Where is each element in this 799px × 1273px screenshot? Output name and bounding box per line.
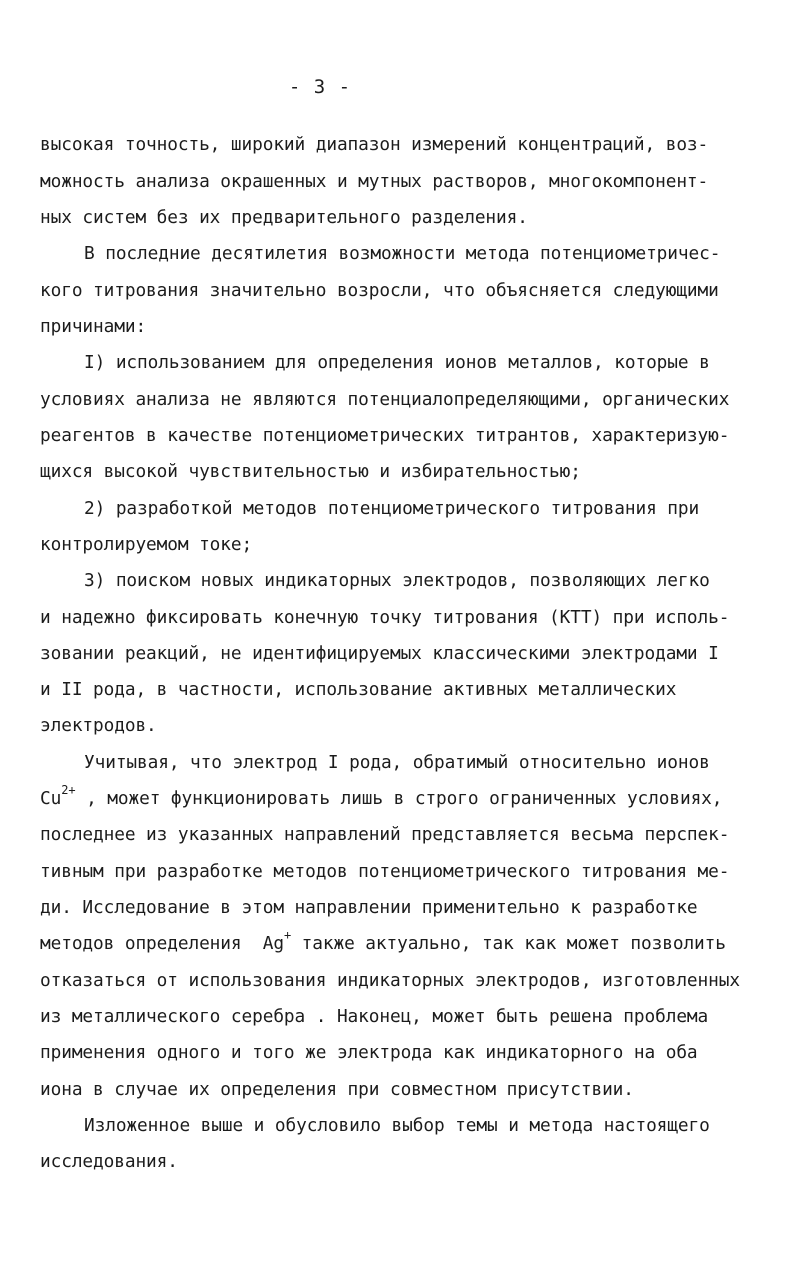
list-item-1-line: I) использованием для определения ионов металлов, которые в <box>84 352 710 373</box>
text-line: ди. Исследование в этом направлении применительно к разработке <box>40 897 698 918</box>
formula-continuation: , может функционировать лишь в строго ограниченных условиях, <box>75 788 723 809</box>
paragraph-start-line: Учитывая, что электрод I рода, обратимый относительно ионов <box>84 752 710 773</box>
text-line: иона в случае их определения при совместном присутствии. <box>40 1079 634 1100</box>
list-item-2-line: 2) разработкой методов потенциометрического титрования при <box>84 498 700 519</box>
formula-prefix: методов определения <box>40 933 263 954</box>
formula-continuation: также актуально, так как может позволить <box>291 933 726 954</box>
text-line: контролируемом токе; <box>40 534 253 555</box>
text-line: кого титрования значительно возросли, что объясняется следующими <box>40 280 719 301</box>
text-line: исследования. <box>40 1151 178 1172</box>
text-line: зовании реакций, не идентифицируемых классическими электродами I <box>40 643 719 664</box>
paragraph-start-line: В последние десятилетия возможности метода потенциометричес- <box>84 243 721 264</box>
text-line: тивным при разработке методов потенциометрического титрования ме- <box>40 861 730 882</box>
text-line: применения одного и того же электрода как индикаторного на оба <box>40 1042 698 1063</box>
formula-superscript: + <box>283 928 292 942</box>
text-line: последнее из указанных направлений представляется весьма перспек- <box>40 824 730 845</box>
text-line: высокая точность, широкий диапазон измерений концентраций, воз- <box>40 134 709 155</box>
text-line-with-formula <box>40 928 726 956</box>
text-line: и II рода, в частности, использование активных металлических <box>40 679 677 700</box>
text-line: электродов. <box>40 715 157 736</box>
list-item-3-line: 3) поиском новых индикаторных электродов, позволяющих легко <box>84 570 710 591</box>
text-line: реагентов в качестве потенциометрических титрантов, характеризую- <box>40 425 730 446</box>
page-number: - 3 - <box>288 76 352 98</box>
text-line: ных систем без их предварительного разделения. <box>40 207 528 228</box>
paragraph-start-line: Изложенное выше и обусловило выбор темы и метода настоящего <box>84 1115 710 1136</box>
text-line: и надежно фиксировать конечную точку титрования (КТТ) при исполь- <box>40 607 730 628</box>
text-line: можность анализа окрашенных и мутных растворов, многокомпонент- <box>40 171 709 192</box>
text-line: отказаться от использования индикаторных электродов, изготовленных <box>40 970 740 991</box>
text-line: щихся высокой чувствительностью и избирательностью; <box>40 461 581 482</box>
text-line: из металлического серебра . Наконец, может быть решена проблема <box>40 1006 709 1027</box>
text-line: условиях анализа не являются потенциалопределяющими, органических <box>40 389 730 410</box>
formula-base: Ag <box>262 933 284 954</box>
formula-superscript: 2+ <box>61 783 76 797</box>
formula-base: Cu <box>40 788 62 809</box>
text-line: причинами: <box>40 316 147 337</box>
text-line-with-formula <box>40 783 723 811</box>
